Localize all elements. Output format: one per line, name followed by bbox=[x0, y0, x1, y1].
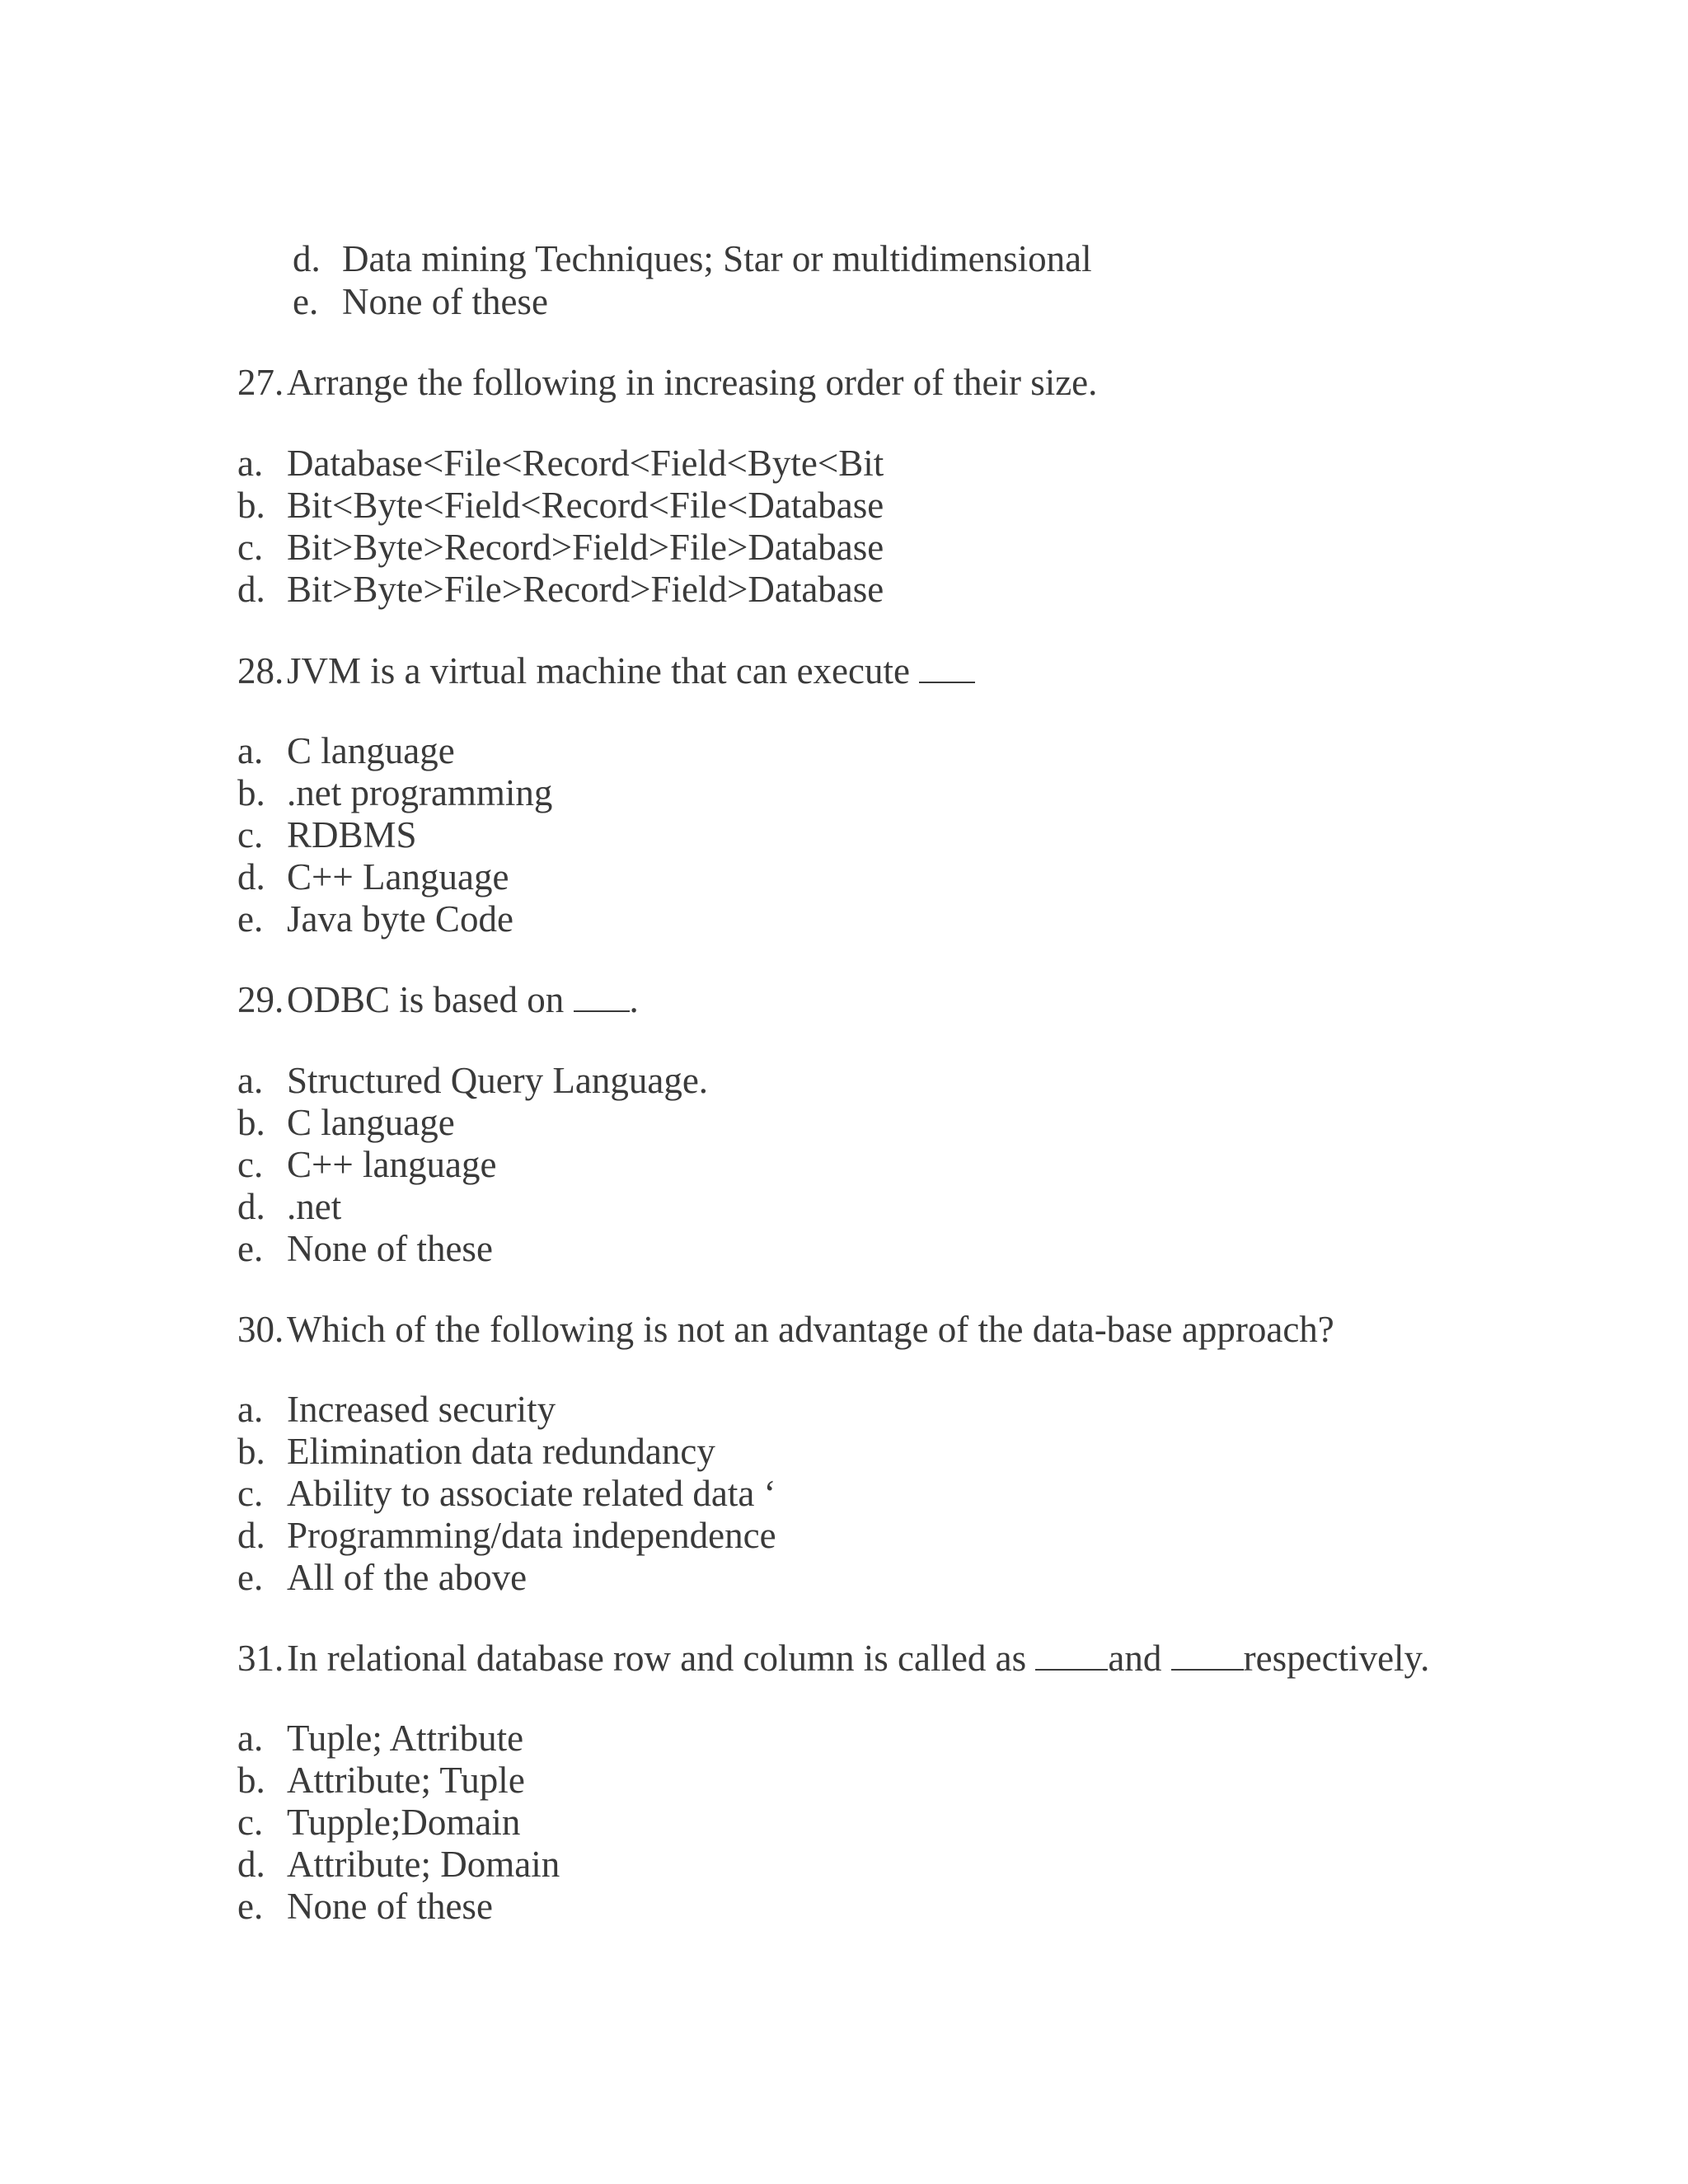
question-text: In relational database row and column is called as bbox=[287, 1638, 1036, 1679]
option-text: C language bbox=[287, 730, 455, 771]
option-letter: b. bbox=[237, 772, 265, 813]
question-text-middle: and bbox=[1108, 1638, 1171, 1679]
option-text: Bit>Byte>Record>Field>File>Database bbox=[287, 527, 884, 568]
option-text: Elimination data redundancy bbox=[287, 1431, 715, 1472]
answer-blank bbox=[574, 979, 630, 1012]
option-letter: d. bbox=[237, 1844, 265, 1885]
option-item bbox=[200, 1842, 493, 1971]
option-text: Tuple; Attribute bbox=[287, 1718, 524, 1759]
question-number: 28. bbox=[237, 650, 284, 691]
option-letter: e. bbox=[237, 1886, 264, 1927]
option-letter: b. bbox=[237, 485, 265, 526]
option-text: None of these bbox=[287, 1228, 493, 1269]
option-letter: c. bbox=[237, 1473, 264, 1514]
option-text: Data mining Techniques; Star or multidimensional bbox=[342, 238, 1092, 279]
option-letter: a. bbox=[237, 1060, 264, 1101]
option-letter: a. bbox=[237, 443, 264, 484]
option-text: C++ language bbox=[287, 1144, 497, 1185]
option-letter: e. bbox=[237, 1228, 264, 1269]
option-text: Bit>Byte>File>Record>Field>Database bbox=[287, 569, 884, 610]
option-text: All of the above bbox=[287, 1557, 528, 1598]
option-letter: d. bbox=[237, 1515, 265, 1556]
question-text: Arrange the following in increasing order of their size. bbox=[287, 362, 1098, 403]
option-text: Increased security bbox=[287, 1389, 556, 1430]
option-letter: e. bbox=[237, 1557, 264, 1598]
option-letter: e. bbox=[293, 281, 319, 322]
answer-blank bbox=[1035, 1638, 1108, 1671]
option-text: .net programming bbox=[287, 772, 553, 813]
answer-blank bbox=[919, 650, 975, 683]
question-number: 29. bbox=[237, 979, 284, 1020]
option-text: Attribute; Domain bbox=[287, 1844, 560, 1885]
option-letter: a. bbox=[237, 1389, 264, 1430]
option-letter: c. bbox=[237, 1802, 264, 1843]
option-letter: d. bbox=[293, 238, 321, 279]
option-text: RDBMS bbox=[287, 814, 417, 855]
option-text: Bit<Byte<Field<Record<File<Database bbox=[287, 485, 884, 526]
question-text: Which of the following is not an advantage of the data-base approach? bbox=[287, 1309, 1334, 1350]
option-letter: c. bbox=[237, 814, 264, 855]
option-letter: d. bbox=[237, 1186, 265, 1227]
question-text: JVM is a virtual machine that can execute bbox=[287, 650, 920, 691]
option-letter: a. bbox=[237, 1718, 264, 1759]
option-text: Programming/data independence bbox=[287, 1515, 776, 1556]
option-letter: d. bbox=[237, 856, 265, 898]
question-number: 30. bbox=[237, 1309, 284, 1350]
option-letter: b. bbox=[237, 1760, 265, 1801]
question-text: ODBC is based on bbox=[287, 979, 574, 1020]
option-text: None of these bbox=[287, 1886, 493, 1927]
option-letter: e. bbox=[237, 898, 264, 940]
option-letter: b. bbox=[237, 1102, 265, 1143]
option-text: Database<File<Record<Field<Byte<Bit bbox=[287, 443, 884, 484]
answer-blank bbox=[1171, 1638, 1244, 1671]
question-number: 27. bbox=[237, 362, 284, 403]
question-number: 31. bbox=[237, 1638, 284, 1679]
option-text: .net bbox=[287, 1186, 342, 1227]
option-text: Structured Query Language. bbox=[287, 1060, 709, 1101]
option-letter: d. bbox=[237, 569, 265, 610]
option-text: Attribute; Tuple bbox=[287, 1760, 525, 1801]
option-letter: c. bbox=[237, 1144, 264, 1185]
question-text-end: respectively. bbox=[1243, 1638, 1430, 1679]
option-text: C++ Language bbox=[287, 856, 509, 898]
option-letter: c. bbox=[237, 527, 264, 568]
option-text: C language bbox=[287, 1102, 455, 1143]
option-text: Ability to associate related data ‘ bbox=[287, 1473, 776, 1514]
option-letter: a. bbox=[237, 730, 264, 771]
option-text: Tupple;Domain bbox=[287, 1802, 521, 1843]
option-letter: b. bbox=[237, 1431, 265, 1472]
option-text: None of these bbox=[342, 281, 548, 322]
question-text-end: . bbox=[629, 979, 639, 1020]
option-text: Java byte Code bbox=[287, 898, 513, 940]
